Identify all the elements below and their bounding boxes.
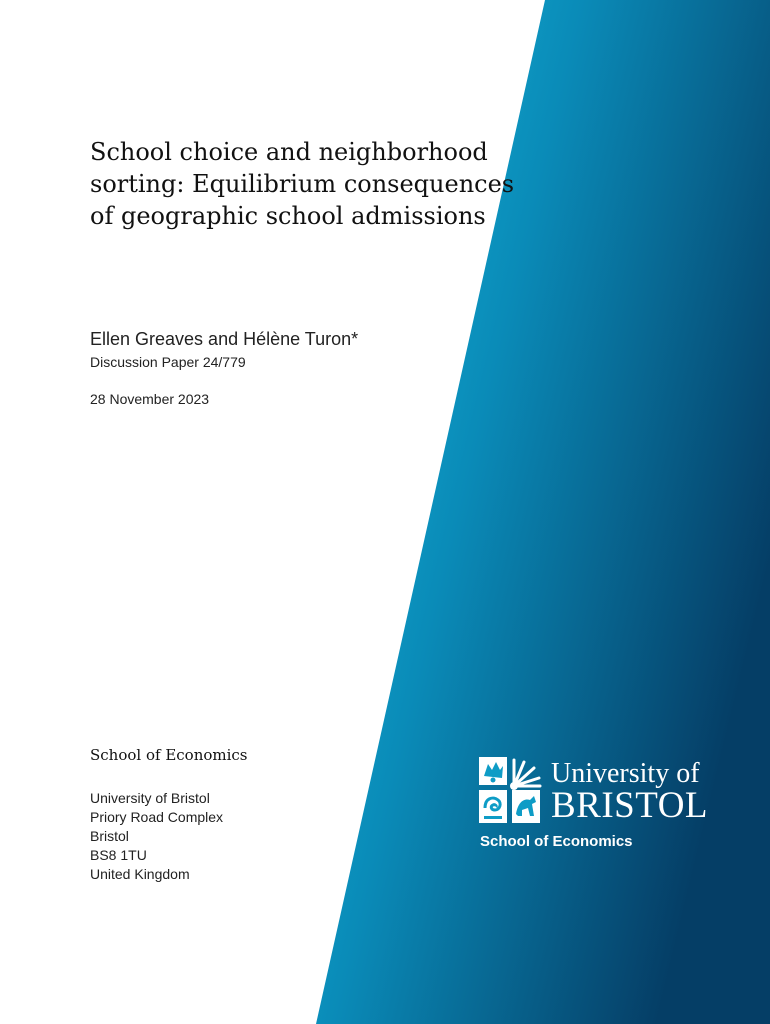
- department-heading: School of Economics: [90, 746, 248, 764]
- logo-text-line2: BRISTOL: [551, 785, 709, 826]
- address-line: United Kingdom: [90, 866, 190, 882]
- address-line: University of Bristol: [90, 790, 210, 806]
- publication-date: 28 November 2023: [90, 391, 210, 407]
- title-line: sorting: Equilibrium consequences: [90, 170, 515, 198]
- university-logo: [478, 756, 708, 856]
- logo-text-line1: University of: [551, 758, 700, 789]
- logo-subtitle: School of Economics: [480, 833, 633, 850]
- title-line: of geographic school admissions: [90, 202, 486, 230]
- title-line: School choice and neighborhood: [90, 138, 488, 166]
- department-address: [90, 789, 223, 884]
- address-line: BS8 1TU: [90, 847, 147, 863]
- paper-title: [90, 136, 520, 232]
- address-line: Bristol: [90, 828, 129, 844]
- discussion-paper-number: Discussion Paper 24/779: [90, 354, 246, 370]
- university-crest-icon: [478, 756, 542, 824]
- authors: Ellen Greaves and Hélène Turon*: [90, 329, 359, 349]
- address-line: Priory Road Complex: [90, 809, 224, 825]
